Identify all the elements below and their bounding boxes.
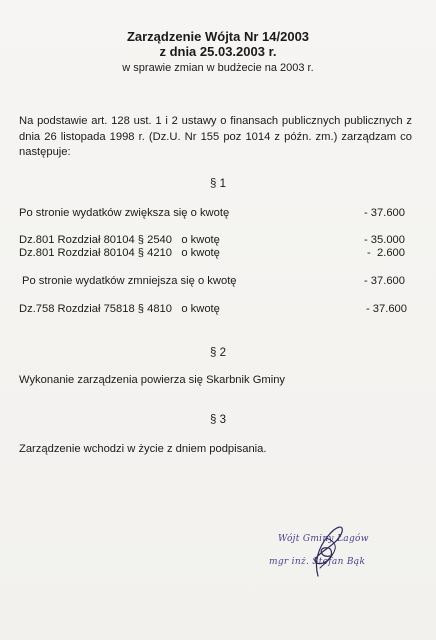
budget-row-amount: - 2.600 (367, 247, 405, 259)
increase-amount: - 37.600 (363, 207, 405, 219)
budget-row: Dz.758 Rozdział 75818 § 4810 o kwotę (19, 303, 220, 315)
budget-row: Dz.801 Rozdział 80104 § 4210 o kwotę (19, 247, 220, 259)
budget-row-amount: - 35.000 (363, 234, 405, 246)
section-2-heading: § 2 (210, 347, 226, 359)
handwritten-signature (288, 518, 358, 580)
stamp-name-line: mgr inż. Stefan Bąk (269, 557, 366, 567)
stamp-office-line: Wójt Gminy Łagów (278, 534, 369, 544)
document-subtitle: w sprawie zmian w budżecie na 2003 r. (122, 62, 314, 74)
budget-row-amount: - 37.600 (365, 303, 407, 315)
section-3-text: Zarządzenie wchodzi w życie z dniem podpisania. (19, 443, 267, 455)
legal-basis-paragraph: Na podstawie art. 128 ust. 1 i 2 ustawy o finansach publicznych publicznych z dnia 26 listopada 1998 r. (Dz.U. Nr 155 poz 1014 z późn. zm.) zarządzam co następuje: (19, 115, 412, 158)
section-3-heading: § 3 (210, 414, 226, 426)
decrease-label: Po stronie wydatków zmniejsza się o kwotę (22, 275, 237, 287)
increase-label: Po stronie wydatków zwiększa się o kwotę (19, 207, 230, 219)
decrease-amount: - 37.600 (363, 275, 405, 287)
official-stamp (266, 524, 396, 584)
budget-row: Dz.801 Rozdział 80104 § 2540 o kwotę (19, 234, 220, 246)
section-2-text: Wykonanie zarządzenia powierza się Skarbnik Gminy (19, 374, 286, 386)
section-1-heading: § 1 (210, 178, 226, 190)
document-title: Zarządzenie Wójta Nr 14/2003 (126, 29, 310, 44)
document-date: z dnia 25.03.2003 r. (159, 44, 277, 59)
